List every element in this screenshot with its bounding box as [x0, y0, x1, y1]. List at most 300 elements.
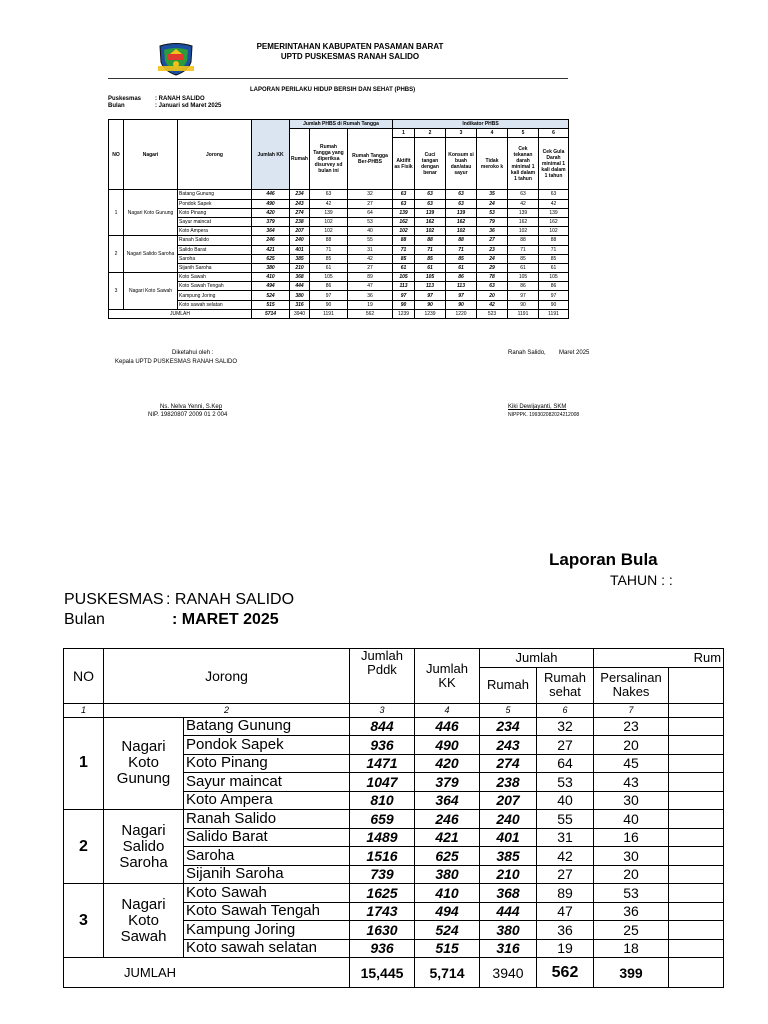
jorong-name: Saroha: [178, 254, 252, 263]
header-rumah-ber-phbs: Rumah Tangga Ber-PHBS: [348, 129, 393, 190]
indikator-i4-cell: 24: [477, 254, 508, 263]
jorong-name: Pondok Sapek: [184, 736, 350, 755]
indikator-i2-cell: 105: [415, 273, 446, 282]
report-title: LAPORAN PERILAKU HIDUP BERSIH DAN SEHAT (PHBS): [250, 87, 416, 93]
puskesmas-label: Puskesmas: [108, 96, 142, 102]
extra-cell: [669, 773, 724, 792]
index-cell: 4: [415, 703, 480, 717]
jumlah-pddk-cell: 1743: [350, 902, 415, 921]
indikator-i6-cell: 71: [539, 245, 569, 254]
jumlah-kk-cell: 625: [415, 847, 480, 866]
extra-cell: [669, 847, 724, 866]
header-nagari: Nagari: [124, 120, 178, 190]
jumlah-pddk-cell: 936: [350, 736, 415, 755]
header-group-jumlah: Jumlah: [480, 649, 594, 668]
persalinan-nakes-cell: 45: [594, 754, 669, 773]
rumah-cell: 234: [480, 717, 537, 736]
survey-cell: 42: [310, 199, 348, 208]
persalinan-nakes-cell: 20: [594, 865, 669, 884]
total-rumah: 3940: [480, 958, 537, 988]
survey-cell: 90: [310, 300, 348, 309]
diketahui-text: Diketahui oleh :: [172, 350, 214, 356]
jumlah-kk-cell: 524: [415, 921, 480, 940]
signer2-nip: NIPPPK. 199302082024212008: [508, 412, 580, 418]
indikator-i6-cell: 42: [539, 199, 569, 208]
kepala-text: Kepala UPTD PUSKESMAS RANAH SALIDO: [115, 359, 238, 365]
jorong-name: Ranah Salido: [178, 236, 252, 245]
indikator-i3-cell: 86: [446, 273, 477, 282]
table-row: [109, 208, 569, 217]
table-row: [109, 273, 569, 282]
index-cell: 7: [594, 703, 669, 717]
indikator-i1-cell: 71: [393, 245, 415, 254]
indikator-i6-cell: 162: [539, 217, 569, 226]
table-row: [109, 199, 569, 208]
persalinan-nakes-cell: 40: [594, 810, 669, 829]
jumlah-kk-cell: 410: [415, 884, 480, 903]
jumlah-pddk-cell: 810: [350, 791, 415, 810]
table-row: [109, 190, 569, 199]
jumlah-kk-cell: 421: [252, 245, 290, 254]
bulan-label-page2: Bulan: [64, 611, 105, 628]
indikator-i1-cell: 113: [393, 282, 415, 291]
jumlah-kk-cell: 379: [415, 773, 480, 792]
total-label: JUMLAH: [64, 958, 350, 988]
total-i1: 1239: [393, 309, 415, 318]
phbs-cell: 47: [348, 282, 393, 291]
survey-cell: 88: [310, 236, 348, 245]
total-phbs: 562: [348, 309, 393, 318]
phbs-table: [108, 119, 569, 319]
header-jumlah-pddk: Jumlah Pddk: [350, 649, 415, 704]
indikator-i4-cell: 23: [477, 245, 508, 254]
indikator-i2-cell: 102: [415, 227, 446, 236]
indikator-i4-cell: 53: [477, 208, 508, 217]
jorong-name: Batang Gunung: [184, 717, 350, 736]
table-row: [109, 282, 569, 291]
index-cell: 1: [64, 703, 104, 717]
indikator-i3-cell: 63: [446, 190, 477, 199]
indikator-i4-cell: 27: [477, 236, 508, 245]
rumah-cell: 316: [290, 300, 310, 309]
indikator-i5-cell: 86: [508, 282, 539, 291]
jorong-name: Salido Barat: [178, 245, 252, 254]
page2-table-viewport: [0, 640, 722, 1024]
indikator-i3-cell: 71: [446, 245, 477, 254]
jumlah-kk-cell: 364: [415, 791, 480, 810]
total-i2: 1239: [415, 309, 446, 318]
persalinan-nakes-cell: 16: [594, 828, 669, 847]
indikator-i2-cell: 63: [415, 199, 446, 208]
extra-cell: [669, 828, 724, 847]
jorong-name: Koto Ampera: [178, 227, 252, 236]
indikator-i2-cell: 71: [415, 245, 446, 254]
rumah-cell: 274: [480, 754, 537, 773]
header-jumlah-kk: Jumlah KK: [252, 120, 290, 190]
jumlah-kk-cell: 246: [415, 810, 480, 829]
header-group-jumlah: Jumlah PHBS di Rumah Tangga: [290, 120, 393, 129]
phbs-cell: 27: [348, 263, 393, 272]
puskesmas-value: : RANAH SALIDO: [155, 96, 205, 102]
indikator-i2-cell: 139: [415, 208, 446, 217]
nagari-name: Nagari Koto Sawah: [104, 884, 184, 958]
jumlah-pddk-cell: 936: [350, 939, 415, 958]
header-no: NO: [109, 120, 124, 190]
jorong-name: Koto Sawah: [184, 884, 350, 903]
extra-cell: [669, 791, 724, 810]
jorong-name: Koto Sawah: [178, 273, 252, 282]
indikator-i4-cell: 63: [477, 282, 508, 291]
jumlah-pddk-cell: 1516: [350, 847, 415, 866]
header-rumah: Rumah: [290, 129, 310, 190]
persalinan-nakes-cell: 18: [594, 939, 669, 958]
header-jumlah-kk: Jumlah KK: [415, 649, 480, 704]
jumlah-kk-cell: 420: [415, 754, 480, 773]
rumah-cell: 243: [480, 736, 537, 755]
rumah-sehat-cell: 31: [537, 828, 594, 847]
jorong-name: Sayur maincat: [184, 773, 350, 792]
jumlah-kk-cell: 246: [252, 236, 290, 245]
table-row: [109, 227, 569, 236]
rumah-cell: 368: [480, 884, 537, 903]
total-kk: 5,714: [415, 958, 480, 988]
puskesmas-label-page2: PUSKESMAS: [64, 591, 164, 608]
table-row: [109, 291, 569, 300]
indikator-i4-cell: 79: [477, 217, 508, 226]
indikator-number: 4: [477, 129, 508, 138]
total-label: JUMLAH: [109, 309, 252, 318]
extra-cell: [669, 884, 724, 903]
total-nakes: 399: [594, 958, 669, 988]
extra-cell: [669, 736, 724, 755]
indikator-i5-cell: 102: [508, 227, 539, 236]
indikator-i5-cell: 139: [508, 208, 539, 217]
extra-cell: [669, 810, 724, 829]
persalinan-nakes-cell: 53: [594, 884, 669, 903]
nagari-number: 2: [64, 810, 104, 884]
signer1-name: Ns. Nelva Yenni, S.Kep: [160, 404, 223, 410]
rumah-cell: 316: [480, 939, 537, 958]
indikator-number: 6: [539, 129, 569, 138]
header-persalinan-nakes: Persalinan Nakes: [594, 667, 669, 703]
indikator-i6-cell: 86: [539, 282, 569, 291]
rumah-sehat-cell: 40: [537, 791, 594, 810]
indikator-i6-cell: 63: [539, 190, 569, 199]
rumah-cell: 401: [290, 245, 310, 254]
jorong-name: Salido Barat: [184, 828, 350, 847]
jumlah-kk-cell: 420: [252, 208, 290, 217]
header-no: NO: [64, 649, 104, 704]
pasaman-barat-emblem-icon: [158, 42, 194, 76]
indikator-i5-cell: 61: [508, 263, 539, 272]
extra-cell: [669, 717, 724, 736]
indikator-i5-cell: 90: [508, 300, 539, 309]
header-group-indikator: Indikator PHBS: [393, 120, 569, 129]
jumlah-kk-cell: 379: [252, 217, 290, 226]
extra-cell: [669, 754, 724, 773]
indikator-i1-cell: 105: [393, 273, 415, 282]
indikator-i4-cell: 24: [477, 199, 508, 208]
indikator-i5-cell: 97: [508, 291, 539, 300]
indikator-i6-cell: 85: [539, 254, 569, 263]
nagari-number: 1: [109, 190, 124, 236]
phbs-cell: 31: [348, 245, 393, 254]
header-jorong: Jorong: [178, 120, 252, 190]
puskesmas-value-page2: : RANAH SALIDO: [166, 591, 295, 608]
index-cell: 2: [104, 703, 350, 717]
indikator-i6-cell: 90: [539, 300, 569, 309]
jumlah-kk-cell: 515: [252, 300, 290, 309]
survey-cell: 102: [310, 227, 348, 236]
table-row: [109, 217, 569, 226]
indikator-i6-cell: 61: [539, 263, 569, 272]
indikator-i2-cell: 61: [415, 263, 446, 272]
jumlah-pddk-cell: 1471: [350, 754, 415, 773]
persalinan-nakes-cell: 30: [594, 847, 669, 866]
nagari-number: 3: [64, 884, 104, 958]
header-puskesmas: UPTD PUSKESMAS RANAH SALIDO: [280, 52, 420, 61]
signer1-nip: NIP. 19820807 2009 01 2 004: [148, 412, 228, 418]
indikator-i5-cell: 105: [508, 273, 539, 282]
jumlah-kk-cell: 490: [252, 199, 290, 208]
rumah-sehat-cell: 53: [537, 773, 594, 792]
indikator-i6-cell: 97: [539, 291, 569, 300]
extra-cell: [669, 865, 724, 884]
rumah-sehat-cell: 32: [537, 717, 594, 736]
rumah-cell: 210: [480, 865, 537, 884]
rumah-cell: 444: [480, 902, 537, 921]
nagari-number: 1: [64, 717, 104, 810]
survey-cell: 61: [310, 263, 348, 272]
total-kk: 5714: [252, 309, 290, 318]
rumah-sehat-cell: 55: [537, 810, 594, 829]
indikator-i1-cell: 61: [393, 263, 415, 272]
persalinan-nakes-cell: 25: [594, 921, 669, 940]
jumlah-pddk-cell: 659: [350, 810, 415, 829]
jorong-name: Pondok Sapek: [178, 199, 252, 208]
indikator-label: Cuci tangan dengan benar: [415, 138, 446, 190]
rumah-cell: 380: [480, 921, 537, 940]
index-cell: [669, 703, 724, 717]
rumah-sehat-cell: 47: [537, 902, 594, 921]
indikator-i6-cell: 88: [539, 236, 569, 245]
rumah-cell: 274: [290, 208, 310, 217]
table-row: [109, 236, 569, 245]
indikator-i6-cell: 139: [539, 208, 569, 217]
indikator-i5-cell: 85: [508, 254, 539, 263]
indikator-i4-cell: 35: [477, 190, 508, 199]
rumah-cell: 368: [290, 273, 310, 282]
jorong-name: Ranah Salido: [184, 810, 350, 829]
jorong-name: Koto Pinang: [184, 754, 350, 773]
rumah-sehat-cell: 89: [537, 884, 594, 903]
total-extra: [669, 958, 724, 988]
rumah-cell: 238: [290, 217, 310, 226]
jumlah-kk-cell: 364: [252, 227, 290, 236]
total-i4: 523: [477, 309, 508, 318]
jumlah-pddk-cell: 1489: [350, 828, 415, 847]
survey-cell: 85: [310, 254, 348, 263]
jumlah-pddk-cell: 739: [350, 865, 415, 884]
jumlah-pddk-cell: 844: [350, 717, 415, 736]
persalinan-nakes-cell: 36: [594, 902, 669, 921]
jumlah-kk-cell: 446: [252, 190, 290, 199]
indikator-i3-cell: 113: [446, 282, 477, 291]
jumlah-kk-cell: 490: [415, 736, 480, 755]
nagari-number: 3: [109, 273, 124, 310]
indikator-i3-cell: 85: [446, 254, 477, 263]
rumah-sehat-cell: 42: [537, 847, 594, 866]
indikator-i1-cell: 139: [393, 208, 415, 217]
rumah-cell: 243: [290, 199, 310, 208]
rumah-cell: 385: [480, 847, 537, 866]
signer2-name: Kiki Dewijayanti, SKM: [508, 404, 567, 410]
nagari-name: Nagari Koto Sawah: [124, 273, 178, 310]
indikator-label: Tidak meroko k: [477, 138, 508, 190]
header-rumah-survey: Rumah Tangga yang diperiksa disurvey sd bulan ini: [310, 129, 348, 190]
bulan-value-page2: : MARET 2025: [172, 611, 279, 628]
extra-cell: [669, 902, 724, 921]
rumah-cell: 238: [480, 773, 537, 792]
indikator-i1-cell: 63: [393, 199, 415, 208]
phbs-cell: 19: [348, 300, 393, 309]
phbs-cell: 32: [348, 190, 393, 199]
jumlah-pddk-cell: 1630: [350, 921, 415, 940]
indikator-label: Cek tekanan darah minimal 1 kali dalam 1 tahun: [508, 138, 539, 190]
jumlah-pddk-cell: 1625: [350, 884, 415, 903]
total-survey: 1191: [310, 309, 348, 318]
phbs-cell: 64: [348, 208, 393, 217]
extra-cell: [669, 921, 724, 940]
indikator-i3-cell: 63: [446, 199, 477, 208]
nagari-name: Nagari Salido Saroha: [124, 236, 178, 273]
rumah-cell: 240: [290, 236, 310, 245]
indikator-i5-cell: 162: [508, 217, 539, 226]
survey-cell: 63: [310, 190, 348, 199]
rumah-sehat-cell: 27: [537, 736, 594, 755]
phbs-cell: 27: [348, 199, 393, 208]
indikator-i4-cell: 36: [477, 227, 508, 236]
indikator-i3-cell: 162: [446, 217, 477, 226]
total-pddk: 15,445: [350, 958, 415, 988]
rumah-cell: 380: [290, 291, 310, 300]
rumah-cell: 207: [480, 791, 537, 810]
persalinan-nakes-cell: 43: [594, 773, 669, 792]
total-i6: 1191: [539, 309, 569, 318]
jumlah-kk-cell: 494: [415, 902, 480, 921]
rumah-sehat-cell: 64: [537, 754, 594, 773]
jumlah-kk-cell: 446: [415, 717, 480, 736]
total-sehat: 562: [537, 958, 594, 988]
table-row: [64, 717, 724, 736]
indikator-i5-cell: 71: [508, 245, 539, 254]
indikator-i4-cell: 29: [477, 263, 508, 272]
table-row: [109, 263, 569, 272]
jumlah-kk-cell: 494: [252, 282, 290, 291]
survey-cell: 71: [310, 245, 348, 254]
jumlah-kk-cell: 421: [415, 828, 480, 847]
indikator-i3-cell: 90: [446, 300, 477, 309]
jumlah-kk-cell: 515: [415, 939, 480, 958]
header-extra: [669, 667, 724, 703]
phbs-cell: 55: [348, 236, 393, 245]
jorong-name: Koto Pinang: [178, 208, 252, 217]
jorong-name: Batang Gunung: [178, 190, 252, 199]
indikator-i3-cell: 88: [446, 236, 477, 245]
indikator-i3-cell: 102: [446, 227, 477, 236]
indikator-number: 5: [508, 129, 539, 138]
header-rumah: Rumah: [480, 667, 537, 703]
indikator-i5-cell: 88: [508, 236, 539, 245]
indikator-i1-cell: 88: [393, 236, 415, 245]
header-government: PEMERINTAHAN KABUPATEN PASAMAN BARAT: [256, 42, 444, 51]
header-jorong: Jorong: [104, 649, 350, 704]
persalinan-nakes-cell: 20: [594, 736, 669, 755]
indikator-number: 2: [415, 129, 446, 138]
tahun-label: TAHUN : :: [610, 572, 673, 588]
jorong-name: Sijanih Saroha: [184, 865, 350, 884]
nagari-name: Nagari Koto Gunung: [124, 190, 178, 236]
phbs-cell: 40: [348, 227, 393, 236]
index-cell: 6: [537, 703, 594, 717]
rumah-cell: 234: [290, 190, 310, 199]
table-row: [64, 884, 724, 903]
rumah-cell: 401: [480, 828, 537, 847]
indikator-i2-cell: 97: [415, 291, 446, 300]
indikator-i2-cell: 90: [415, 300, 446, 309]
jorong-name: Sijanih Saroha: [178, 263, 252, 272]
indikator-number: 1: [393, 129, 415, 138]
indikator-i3-cell: 61: [446, 263, 477, 272]
nagari-number: 2: [109, 236, 124, 273]
index-cell: 5: [480, 703, 537, 717]
indikator-i6-cell: 102: [539, 227, 569, 236]
monthly-report-table: [63, 648, 724, 988]
indikator-label: Aktifit as Fisik: [393, 138, 415, 190]
phbs-cell: 42: [348, 254, 393, 263]
bulan-value: : Januari sd Maret 2025: [155, 103, 222, 109]
indikator-i1-cell: 102: [393, 227, 415, 236]
header-rumah-sehat: Rumah sehat: [537, 667, 594, 703]
survey-cell: 86: [310, 282, 348, 291]
indikator-i5-cell: 63: [508, 190, 539, 199]
indikator-i3-cell: 97: [446, 291, 477, 300]
indikator-i4-cell: 42: [477, 300, 508, 309]
jumlah-kk-cell: 380: [415, 865, 480, 884]
rumah-cell: 444: [290, 282, 310, 291]
jumlah-kk-cell: 410: [252, 273, 290, 282]
header-group-rum: Rum: [594, 649, 724, 668]
nagari-name: Nagari Salido Saroha: [104, 810, 184, 884]
jorong-name: Koto Ampera: [184, 791, 350, 810]
persalinan-nakes-cell: 23: [594, 717, 669, 736]
survey-cell: 105: [310, 273, 348, 282]
indikator-i1-cell: 90: [393, 300, 415, 309]
jumlah-kk-cell: 524: [252, 291, 290, 300]
extra-cell: [669, 939, 724, 958]
table-row: [109, 245, 569, 254]
table-row: [64, 810, 724, 829]
indikator-i1-cell: 63: [393, 190, 415, 199]
total-i3: 1220: [446, 309, 477, 318]
indikator-i2-cell: 162: [415, 217, 446, 226]
survey-cell: 102: [310, 217, 348, 226]
survey-cell: 139: [310, 208, 348, 217]
bulan-label: Bulan: [108, 103, 125, 109]
rumah-sehat-cell: 27: [537, 865, 594, 884]
rumah-cell: 210: [290, 263, 310, 272]
indikator-number: 3: [446, 129, 477, 138]
